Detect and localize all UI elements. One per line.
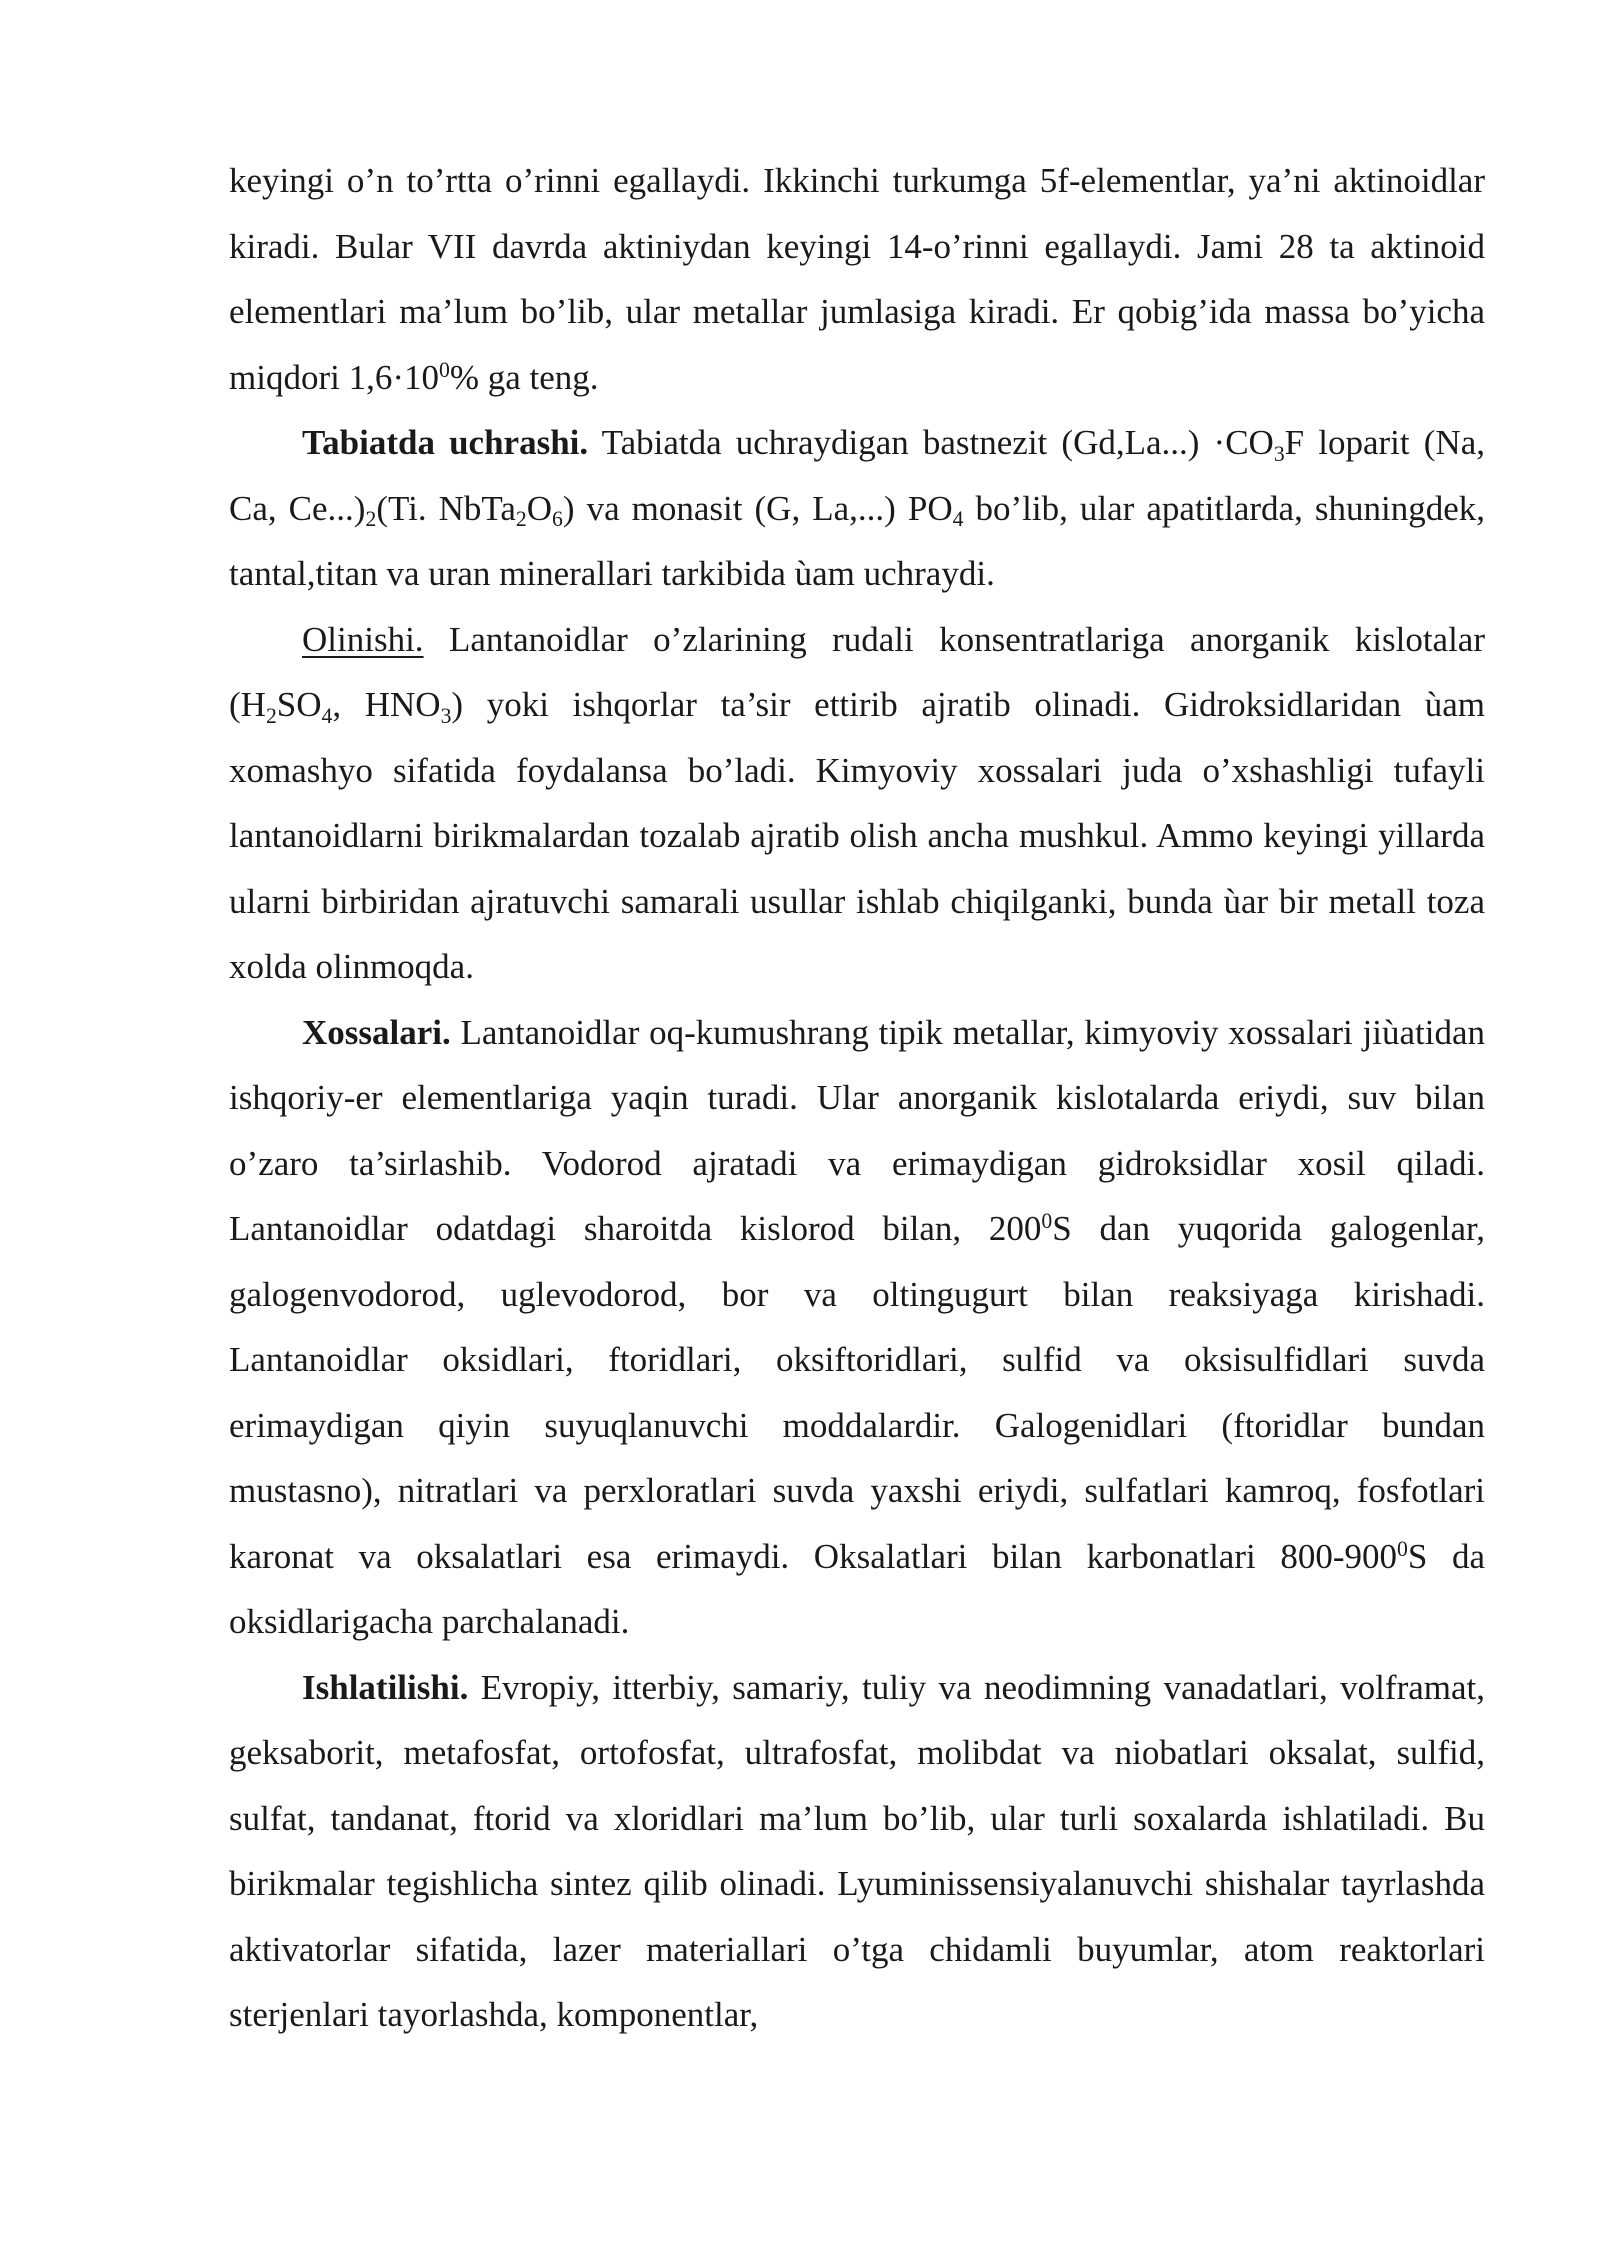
paragraph-ishlatilishi	[229, 1655, 1485, 2048]
subscript: 2	[515, 507, 527, 531]
section-heading-xossalari: Xossalari.	[302, 1012, 451, 1052]
paragraph-intro	[229, 148, 1485, 410]
section-heading-ishlatilishi: Ishlatilishi.	[302, 1667, 469, 1707]
xossalari-text-3: S da oksidlarigacha parchalanadi.	[229, 1536, 1486, 1641]
subscript: 3	[1273, 441, 1285, 466]
ishlatilishi-text-1: Evropiy, itterbiy, samariy, tuliy va neodimning vanadatlari, volframat, geksaborit, metafosfat, ortofosfat, ultrafosfat, molibdat va niobatlari oksalat, sulfid, sulfat, tandanat, ftorid va xloridlari ma’lum bo’lib, ular turli soxalarda ishlatiladi. Bu birikmalar tegishlicha sintez qilib olinadi. Lyuminissensiyalanuvchi shishalar tayrlashda aktivatorlar sifatida, lazer materiallari o’tga chidamli buyumlar, atom reaktorlari sterjenlari tayorlashda, komponentlar,	[229, 1667, 1485, 2034]
superscript-degree: 0	[1041, 1209, 1053, 1234]
tabiatda-text-2: F loparit (Na, Ca, Ce...)	[229, 423, 1485, 528]
subscript: 2	[365, 507, 377, 531]
tabiatda-text-4: O	[526, 488, 553, 528]
olinishi-text-3: , HNO	[332, 685, 441, 724]
superscript-degree: 0	[1397, 1536, 1408, 1561]
subscript: 2	[265, 703, 277, 728]
intro-text-2: % ga teng.	[449, 357, 599, 397]
olinishi-text-1: Lantanoidlar o’zlarining rudali konsentratlariga anorganik kislotalar (H	[229, 619, 1485, 724]
document-page	[229, 148, 1485, 2048]
paragraph-tabiatda	[229, 410, 1485, 607]
paragraph-xossalari	[229, 1000, 1485, 1655]
tabiatda-text-6: bo’lib, ular apatitlarda, shuningdek, tantal,titan va uran minerallari tarkibida ùam uchraydi.	[229, 488, 1485, 593]
intro-text-1: keyingi o’n to’rtta o’rinni egallaydi. Ikkinchi turkumga 5f-elementlar, ya’ni aktinoidlar kiradi. Bular VII davrda aktiniydan keyingi 14-o’rinni egallaydi. Jami 28 ta aktinoid elementlari ma’lum bo’lib, ular metallar jumlasiga kiradi. Er qobig’ida massa bo’yicha miqdori 1,6·10	[229, 161, 1485, 397]
tabiatda-text-3: (Ti. NbTa	[376, 488, 516, 528]
olinishi-text-2: SO	[276, 685, 322, 724]
tabiatda-text-5: ) va monasit (G, La,...) PO	[562, 488, 953, 528]
olinishi-text-4: ) yoki ishqorlar ta’sir ettirib ajratib olinadi. Gidroksidlaridan ùam xomashyo sifatida foydalansa bo’ladi. Kimyoviy xossalari juda o’xshashligi tufayli lantanoidlarni birikmalardan tozalab ajratib olish ancha mushkul. Ammo keyingi yillarda ularni birbiridan ajratuvchi samarali usullar ishlab chiqilganki, bunda ùar bir metall toza xolda olinmoqda.	[229, 685, 1486, 986]
subscript: 4	[321, 703, 333, 728]
subscript: 3	[440, 703, 452, 728]
section-heading-tabiatda: Tabiatda uchrashi.	[302, 423, 589, 462]
xossalari-text-1: Lantanoidlar oq-kumushrang tipik metallar, kimyoviy xossalari jiùatidan ishqoriy-er elementlariga yaqin turadi. Ular anorganik kislotalarda eriydi, suv bilan o’zaro ta’sirlashib. Vodorod ajratadi va erimaydigan gidroksidlar xosil qiladi. Lantanoidlar odatdagi sharoitda kislorod bilan, 200	[229, 1012, 1485, 1248]
tabiatda-text-1: Tabiatda uchraydigan bastnezit (Gd,La...) ·CO	[588, 423, 1274, 462]
subscript: 6	[552, 507, 563, 531]
paragraph-olinishi	[229, 607, 1485, 1000]
section-heading-olinishi: Olinishi.	[302, 619, 424, 659]
xossalari-text-2: S dan yuqorida galogenlar, galogenvodorod, uglevodorod, bor va oltingugurt bilan reaksiyaga kirishadi. Lantanoidlar oksidlari, ftoridlari, oksiftoridlari, sulfid va oksisulfidlari suvda erimaydigan qiyin suyuqlanuvchi moddalardir. Galogenidlari (ftoridlar bundan mustasno), nitratlari va perxloratlari suvda yaxshi eriydi, sulfatlari kamroq, fosfotlari karonat va oksalatlari esa erimaydi. Oksalatlari bilan karbonatlari 800-900	[229, 1209, 1485, 1576]
subscript: 4	[952, 507, 964, 531]
superscript-exponent: 0	[438, 357, 450, 382]
